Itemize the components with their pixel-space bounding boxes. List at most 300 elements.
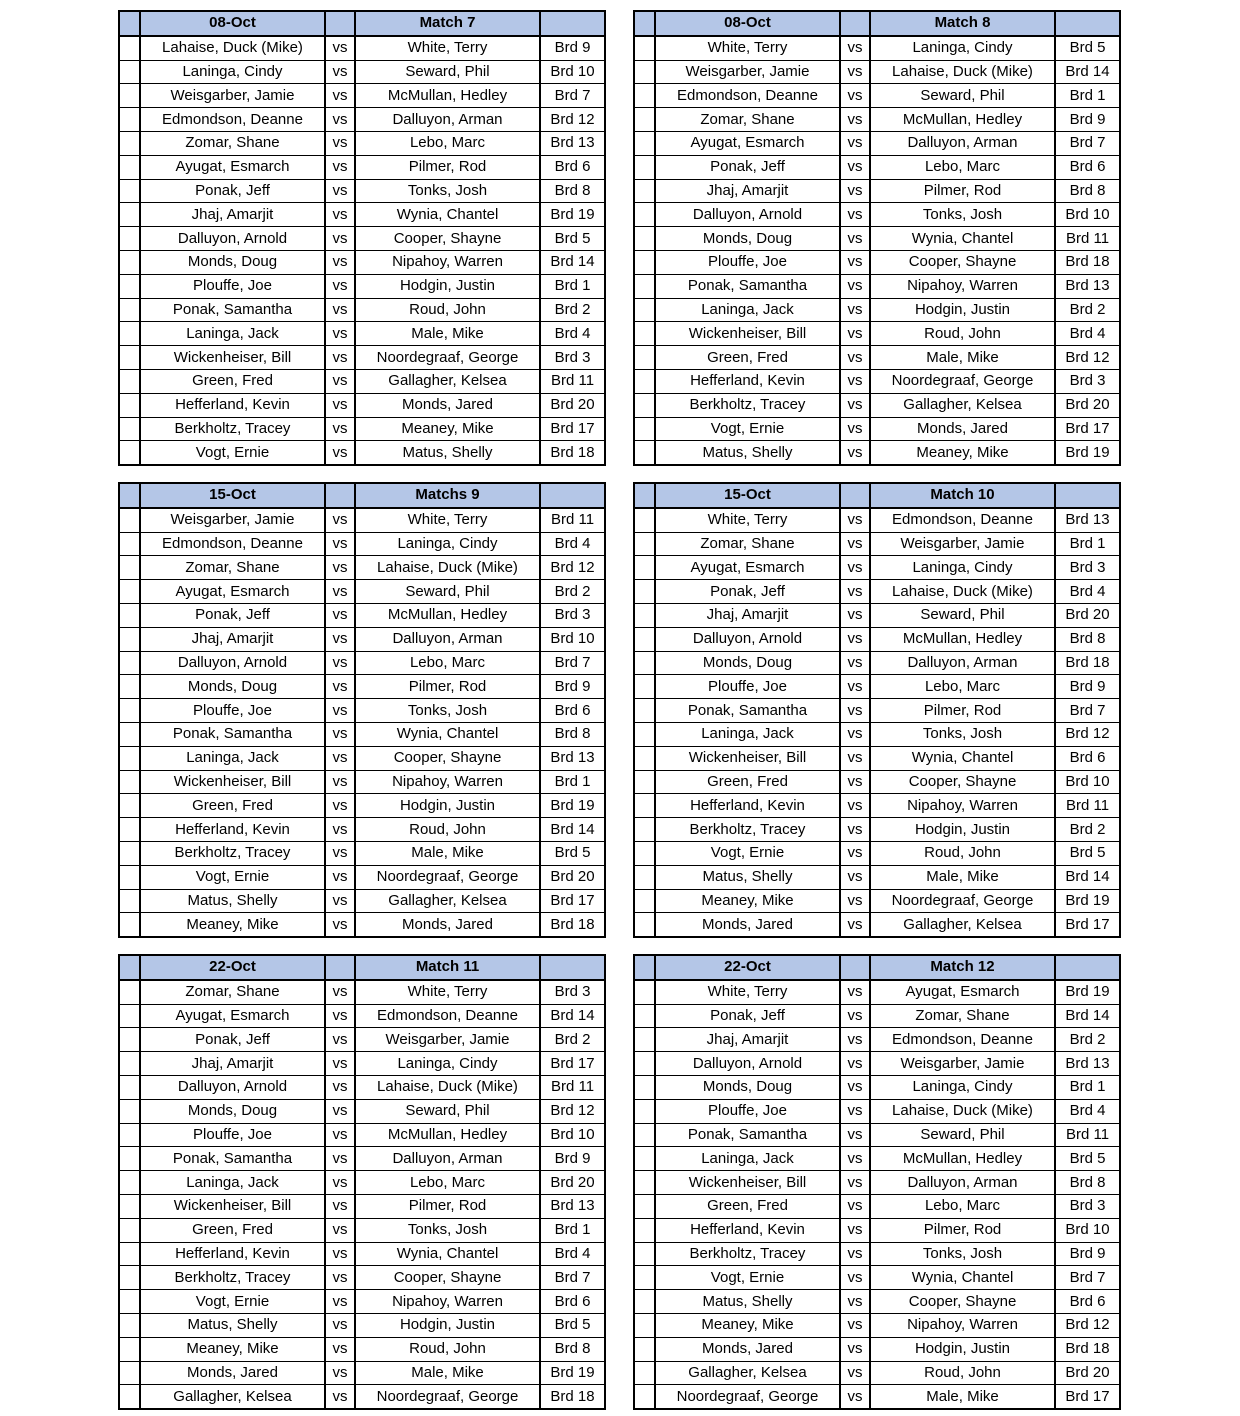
player-one: Green, Fred	[655, 346, 840, 370]
blank-cell	[634, 675, 655, 699]
player-one: Hefferland, Kevin	[655, 794, 840, 818]
vs-label: vs	[840, 203, 870, 227]
blank-cell	[119, 841, 140, 865]
board-number: Brd 18	[1055, 1337, 1120, 1361]
table-row	[634, 417, 1120, 441]
vs-label: vs	[840, 179, 870, 203]
blank-cell	[634, 483, 655, 508]
player-one: Ponak, Samantha	[140, 722, 325, 746]
board-number: Brd 10	[540, 60, 605, 84]
player-one: Meaney, Mike	[655, 1313, 840, 1337]
board-number: Brd 12	[1055, 1313, 1120, 1337]
table-row	[634, 298, 1120, 322]
player-two: Tonks, Josh	[870, 203, 1055, 227]
blank-cell	[119, 298, 140, 322]
board-number: Brd 7	[540, 651, 605, 675]
table-row	[119, 84, 605, 108]
player-one: Plouffe, Joe	[140, 274, 325, 298]
player-one: Plouffe, Joe	[655, 250, 840, 274]
board-number: Brd 8	[1055, 179, 1120, 203]
player-one: Dalluyon, Arnold	[140, 227, 325, 251]
vs-label: vs	[840, 722, 870, 746]
board-number: Brd 20	[1055, 393, 1120, 417]
blank-cell	[119, 84, 140, 108]
player-two: Nipahoy, Warren	[355, 250, 540, 274]
blank-cell	[325, 955, 355, 980]
table-row	[119, 865, 605, 889]
blank-cell	[634, 36, 655, 60]
blank-cell	[119, 322, 140, 346]
player-two: Laninga, Cindy	[870, 36, 1055, 60]
table-row	[634, 1194, 1120, 1218]
blank-cell	[634, 11, 655, 36]
player-two: McMullan, Hedley	[870, 627, 1055, 651]
blank-cell	[634, 556, 655, 580]
player-two: Seward, Phil	[870, 603, 1055, 627]
board-number: Brd 7	[540, 1266, 605, 1290]
player-one: Ponak, Samantha	[655, 1123, 840, 1147]
player-two: Lahaise, Duck (Mike)	[870, 60, 1055, 84]
table-row	[634, 1218, 1120, 1242]
table-row	[119, 627, 605, 651]
blank-cell	[634, 322, 655, 346]
blank-cell	[119, 274, 140, 298]
table-row	[634, 532, 1120, 556]
blank-cell	[634, 1361, 655, 1385]
match-table	[118, 482, 606, 938]
player-one: White, Terry	[655, 508, 840, 532]
blank-cell	[634, 1075, 655, 1099]
blank-cell	[119, 980, 140, 1004]
vs-label: vs	[325, 794, 355, 818]
vs-label: vs	[840, 60, 870, 84]
player-two: McMullan, Hedley	[355, 84, 540, 108]
table-row	[119, 1171, 605, 1195]
player-one: Wickenheiser, Bill	[140, 346, 325, 370]
player-two: Pilmer, Rod	[355, 155, 540, 179]
player-two: Lebo, Marc	[870, 1194, 1055, 1218]
blank-cell	[1055, 483, 1120, 508]
board-number: Brd 1	[540, 1218, 605, 1242]
table-row	[119, 1028, 605, 1052]
player-two: Roud, John	[355, 818, 540, 842]
vs-label: vs	[325, 1171, 355, 1195]
vs-label: vs	[325, 84, 355, 108]
vs-label: vs	[325, 346, 355, 370]
vs-label: vs	[325, 1218, 355, 1242]
blank-cell	[119, 36, 140, 60]
board-number: Brd 17	[1055, 913, 1120, 937]
player-one: Meaney, Mike	[140, 913, 325, 937]
player-one: Weisgarber, Jamie	[140, 508, 325, 532]
board-number: Brd 11	[540, 508, 605, 532]
board-number: Brd 6	[1055, 155, 1120, 179]
table-row	[119, 441, 605, 465]
table-row	[119, 1242, 605, 1266]
vs-label: vs	[325, 298, 355, 322]
vs-label: vs	[325, 1147, 355, 1171]
player-two: Wynia, Chantel	[870, 1266, 1055, 1290]
player-one: Edmondson, Deanne	[655, 84, 840, 108]
board-number: Brd 4	[540, 1242, 605, 1266]
board-number: Brd 7	[540, 84, 605, 108]
player-two: Lahaise, Duck (Mike)	[870, 580, 1055, 604]
board-number: Brd 13	[1055, 1052, 1120, 1076]
player-two: Hodgin, Justin	[355, 794, 540, 818]
vs-label: vs	[840, 1385, 870, 1409]
player-one: White, Terry	[655, 980, 840, 1004]
player-two: Weisgarber, Jamie	[355, 1028, 540, 1052]
vs-label: vs	[840, 1004, 870, 1028]
board-number: Brd 2	[1055, 298, 1120, 322]
player-two: Meaney, Mike	[355, 417, 540, 441]
player-two: Monds, Jared	[355, 393, 540, 417]
player-two: Tonks, Josh	[870, 722, 1055, 746]
board-number: Brd 20	[1055, 1361, 1120, 1385]
vs-label: vs	[840, 794, 870, 818]
player-one: Matus, Shelly	[140, 889, 325, 913]
vs-label: vs	[325, 532, 355, 556]
player-two: Noordegraaf, George	[355, 346, 540, 370]
blank-cell	[634, 889, 655, 913]
vs-label: vs	[325, 841, 355, 865]
blank-cell	[119, 1218, 140, 1242]
board-number: Brd 19	[540, 203, 605, 227]
header-row	[634, 955, 1120, 980]
player-one: Noordegraaf, George	[655, 1385, 840, 1409]
board-number: Brd 4	[1055, 1099, 1120, 1123]
blank-cell	[634, 841, 655, 865]
player-two: Noordegraaf, George	[870, 889, 1055, 913]
player-two: White, Terry	[355, 36, 540, 60]
blank-cell	[634, 1313, 655, 1337]
table-row	[119, 1218, 605, 1242]
vs-label: vs	[840, 651, 870, 675]
player-one: Plouffe, Joe	[655, 675, 840, 699]
player-two: Hodgin, Justin	[870, 818, 1055, 842]
blank-cell	[540, 483, 605, 508]
board-number: Brd 3	[540, 346, 605, 370]
board-number: Brd 20	[540, 865, 605, 889]
blank-cell	[634, 1004, 655, 1028]
player-two: Laninga, Cindy	[355, 532, 540, 556]
player-two: Wynia, Chantel	[870, 227, 1055, 251]
vs-label: vs	[840, 298, 870, 322]
vs-label: vs	[840, 1266, 870, 1290]
vs-label: vs	[840, 227, 870, 251]
vs-label: vs	[325, 746, 355, 770]
board-number: Brd 11	[540, 369, 605, 393]
vs-label: vs	[840, 346, 870, 370]
blank-cell	[119, 1171, 140, 1195]
player-one: Hefferland, Kevin	[140, 1242, 325, 1266]
player-one: Plouffe, Joe	[140, 1123, 325, 1147]
blank-cell	[634, 1266, 655, 1290]
blank-cell	[634, 1052, 655, 1076]
table-row	[634, 1075, 1120, 1099]
table-row	[119, 1361, 605, 1385]
board-number: Brd 5	[540, 841, 605, 865]
board-number: Brd 2	[1055, 818, 1120, 842]
table-row	[634, 1313, 1120, 1337]
vs-label: vs	[840, 1361, 870, 1385]
blank-cell	[634, 1218, 655, 1242]
board-number: Brd 17	[540, 1052, 605, 1076]
board-number: Brd 4	[1055, 322, 1120, 346]
board-number: Brd 14	[1055, 60, 1120, 84]
board-number: Brd 19	[1055, 441, 1120, 465]
player-one: Vogt, Ernie	[655, 841, 840, 865]
player-two: Cooper, Shayne	[355, 1266, 540, 1290]
player-one: Laninga, Jack	[140, 1171, 325, 1195]
player-one: Zomar, Shane	[140, 131, 325, 155]
vs-label: vs	[325, 1385, 355, 1409]
table-row	[119, 203, 605, 227]
player-two: White, Terry	[355, 508, 540, 532]
blank-cell	[119, 1266, 140, 1290]
player-two: Dalluyon, Arman	[870, 131, 1055, 155]
player-two: Cooper, Shayne	[870, 770, 1055, 794]
table-row	[634, 155, 1120, 179]
vs-label: vs	[840, 1242, 870, 1266]
player-two: Roud, John	[355, 1337, 540, 1361]
player-two: Lebo, Marc	[355, 1171, 540, 1195]
blank-cell	[634, 274, 655, 298]
player-one: Weisgarber, Jamie	[655, 60, 840, 84]
vs-label: vs	[840, 627, 870, 651]
table-row	[119, 179, 605, 203]
player-two: Dalluyon, Arman	[870, 1171, 1055, 1195]
board-number: Brd 2	[540, 1028, 605, 1052]
board-number: Brd 13	[1055, 508, 1120, 532]
blank-cell	[119, 1004, 140, 1028]
table-row	[634, 108, 1120, 132]
table-row	[119, 1004, 605, 1028]
match-title: Match 7	[355, 11, 540, 36]
player-one: Berkholtz, Tracey	[140, 1266, 325, 1290]
table-row	[119, 60, 605, 84]
board-number: Brd 12	[540, 556, 605, 580]
board-number: Brd 6	[1055, 746, 1120, 770]
vs-label: vs	[325, 250, 355, 274]
blank-cell	[540, 11, 605, 36]
player-one: Laninga, Jack	[655, 298, 840, 322]
table-row	[119, 1337, 605, 1361]
blank-cell	[119, 722, 140, 746]
player-one: Meaney, Mike	[655, 889, 840, 913]
vs-label: vs	[840, 746, 870, 770]
player-two: Seward, Phil	[870, 84, 1055, 108]
board-number: Brd 20	[540, 1171, 605, 1195]
player-one: Laninga, Jack	[655, 1147, 840, 1171]
vs-label: vs	[840, 913, 870, 937]
player-one: Wickenheiser, Bill	[140, 1194, 325, 1218]
blank-cell	[119, 889, 140, 913]
blank-cell	[119, 417, 140, 441]
vs-label: vs	[840, 980, 870, 1004]
board-number: Brd 12	[540, 108, 605, 132]
table-row	[119, 250, 605, 274]
board-number: Brd 19	[540, 794, 605, 818]
player-two: Zomar, Shane	[870, 1004, 1055, 1028]
board-number: Brd 12	[1055, 722, 1120, 746]
table-row	[119, 889, 605, 913]
match-title: Match 10	[870, 483, 1055, 508]
player-one: Plouffe, Joe	[140, 699, 325, 723]
player-one: Hefferland, Kevin	[655, 1218, 840, 1242]
table-row	[634, 36, 1120, 60]
blank-cell	[634, 155, 655, 179]
player-one: White, Terry	[655, 36, 840, 60]
player-one: Ayugat, Esmarch	[140, 155, 325, 179]
player-one: Jhaj, Amarjit	[140, 627, 325, 651]
blank-cell	[119, 603, 140, 627]
blank-cell	[119, 1123, 140, 1147]
blank-cell	[634, 603, 655, 627]
player-one: Monds, Jared	[140, 1361, 325, 1385]
blank-cell	[634, 627, 655, 651]
match-date: 15-Oct	[655, 483, 840, 508]
match-date: 22-Oct	[140, 955, 325, 980]
table-row	[119, 393, 605, 417]
table-row	[119, 1194, 605, 1218]
player-two: Pilmer, Rod	[355, 1194, 540, 1218]
vs-label: vs	[325, 603, 355, 627]
player-one: Berkholtz, Tracey	[140, 841, 325, 865]
vs-label: vs	[840, 441, 870, 465]
table-row	[634, 1123, 1120, 1147]
table-row	[634, 274, 1120, 298]
blank-cell	[119, 913, 140, 937]
player-two: Tonks, Josh	[355, 699, 540, 723]
player-two: Nipahoy, Warren	[355, 1290, 540, 1314]
board-number: Brd 5	[540, 1313, 605, 1337]
table-row	[634, 1266, 1120, 1290]
table-row	[634, 60, 1120, 84]
player-two: Dalluyon, Arman	[355, 108, 540, 132]
player-one: Laninga, Jack	[140, 322, 325, 346]
match-title: Match 11	[355, 955, 540, 980]
board-number: Brd 9	[540, 1147, 605, 1171]
blank-cell	[119, 746, 140, 770]
blank-cell	[634, 250, 655, 274]
player-one: Gallagher, Kelsea	[655, 1361, 840, 1385]
player-one: Edmondson, Deanne	[140, 108, 325, 132]
player-two: Hodgin, Justin	[870, 1337, 1055, 1361]
player-two: Lebo, Marc	[355, 131, 540, 155]
vs-label: vs	[325, 393, 355, 417]
player-one: Jhaj, Amarjit	[655, 603, 840, 627]
player-two: Edmondson, Deanne	[355, 1004, 540, 1028]
blank-cell	[119, 818, 140, 842]
table-row	[634, 1385, 1120, 1409]
blank-cell	[119, 1242, 140, 1266]
board-number: Brd 13	[540, 1194, 605, 1218]
board-number: Brd 1	[540, 274, 605, 298]
vs-label: vs	[840, 1028, 870, 1052]
vs-label: vs	[325, 865, 355, 889]
blank-cell	[119, 60, 140, 84]
player-two: Cooper, Shayne	[870, 250, 1055, 274]
table-row	[119, 1266, 605, 1290]
board-number: Brd 13	[1055, 274, 1120, 298]
blank-cell	[634, 532, 655, 556]
player-one: Vogt, Ernie	[655, 417, 840, 441]
player-one: Matus, Shelly	[655, 865, 840, 889]
match-table	[633, 10, 1121, 466]
table-row	[119, 369, 605, 393]
vs-label: vs	[840, 1194, 870, 1218]
player-two: Cooper, Shayne	[355, 227, 540, 251]
table-row	[119, 794, 605, 818]
blank-cell	[119, 179, 140, 203]
board-number: Brd 3	[1055, 369, 1120, 393]
player-two: Gallagher, Kelsea	[870, 393, 1055, 417]
blank-cell	[119, 1385, 140, 1409]
blank-cell	[634, 203, 655, 227]
blank-cell	[119, 393, 140, 417]
board-number: Brd 8	[540, 179, 605, 203]
table-row	[119, 818, 605, 842]
player-two: Pilmer, Rod	[870, 179, 1055, 203]
header-row	[119, 11, 605, 36]
board-number: Brd 13	[540, 746, 605, 770]
player-two: Noordegraaf, George	[355, 1385, 540, 1409]
board-number: Brd 11	[1055, 227, 1120, 251]
match-table	[633, 482, 1121, 938]
blank-cell	[1055, 955, 1120, 980]
blank-cell	[634, 441, 655, 465]
player-two: Monds, Jared	[355, 913, 540, 937]
match-table	[118, 954, 606, 1410]
vs-label: vs	[325, 441, 355, 465]
blank-cell	[634, 369, 655, 393]
blank-cell	[634, 1385, 655, 1409]
vs-label: vs	[325, 60, 355, 84]
table-row	[634, 84, 1120, 108]
player-two: Gallagher, Kelsea	[870, 913, 1055, 937]
blank-cell	[119, 1194, 140, 1218]
vs-label: vs	[840, 369, 870, 393]
blank-cell	[634, 865, 655, 889]
blank-cell	[119, 508, 140, 532]
vs-label: vs	[840, 508, 870, 532]
board-number: Brd 7	[1055, 699, 1120, 723]
vs-label: vs	[840, 1099, 870, 1123]
header-row	[634, 11, 1120, 36]
player-one: Green, Fred	[140, 794, 325, 818]
vs-label: vs	[840, 1290, 870, 1314]
vs-label: vs	[325, 274, 355, 298]
blank-cell	[634, 1290, 655, 1314]
vs-label: vs	[840, 556, 870, 580]
player-one: Dalluyon, Arnold	[140, 651, 325, 675]
blank-cell	[634, 580, 655, 604]
board-number: Brd 3	[1055, 556, 1120, 580]
player-two: Noordegraaf, George	[355, 865, 540, 889]
player-one: Vogt, Ernie	[655, 1266, 840, 1290]
player-two: Monds, Jared	[870, 417, 1055, 441]
board-number: Brd 9	[1055, 108, 1120, 132]
blank-cell	[1055, 11, 1120, 36]
blank-cell	[634, 1147, 655, 1171]
player-two: Nipahoy, Warren	[355, 770, 540, 794]
player-two: McMullan, Hedley	[870, 1147, 1055, 1171]
board-number: Brd 5	[1055, 36, 1120, 60]
blank-cell	[634, 417, 655, 441]
board-number: Brd 9	[540, 675, 605, 699]
board-number: Brd 14	[540, 818, 605, 842]
